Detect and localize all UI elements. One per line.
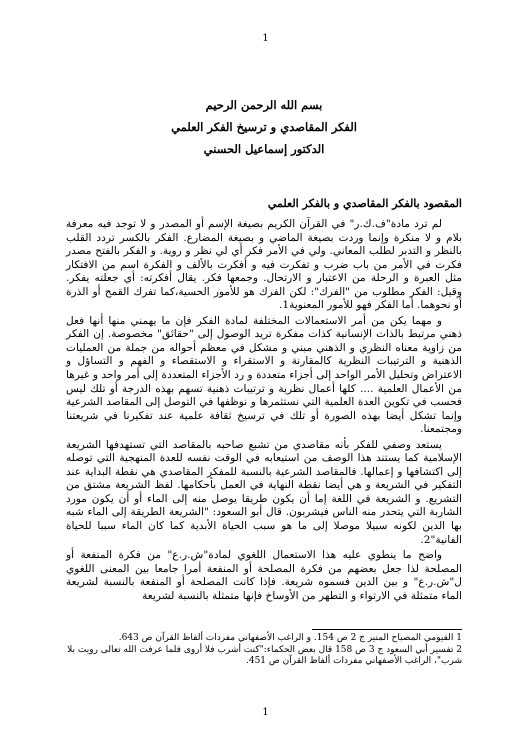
title-block bbox=[66, 94, 462, 160]
paragraph: يستعد وصفي للفكر بأنه مقاصدي من تشبع صاحبه بالمقاصد التي تستهدفها الشريعة الإسلامية كما يستند هذا الوصف من استيعابه في الوقت نفسه للعدة المنهجية التي توصله إلى اكتشافها و إعمالها. فالمقاصد الشرعية بالنسبة للمفكر المقاصدي هي نقطة البداية عند التفكير في الشريعة و هي أيضا نقطة النهاية في العمل بأحكامها. لفظ الشريعة مشتق من التشريع. و الشريعة في اللغة إما أن يكون طريقا يوصل منه إلى الماء أو أن يكون مورد الشاربة التي يتحدر منه الناس فيشربون. قال أبو السعود: "الشريعة الطريقة إلى الماء شبه بها الدين لكونه سبيلا موصلا إلى ما هو سبب الحياة الأبدية كما كان الماء سببا للحياة الفانية"2. bbox=[66, 438, 462, 546]
page-number-bottom: 1 bbox=[262, 707, 269, 718]
body-text bbox=[66, 218, 462, 603]
page-number-top: 1 bbox=[262, 33, 269, 44]
footnotes bbox=[66, 629, 462, 668]
author-name: الدكتور إسماعيل الحسني bbox=[203, 142, 325, 156]
paragraph: و مهما يكن من أمر الاستعمالات المختلفة لمادة الفكر فإن ما يهمني منها أنها فعل ذهني مرتبط بالذات الإنسانية كذات مفكرة تريد الوصول إلى "حقائق" مخصوصة. إن الفكر من زاوية معناه النظري و الذهني مبني و مشكل في معظم أحواله من جملة من العمليات الذهنية و الترتيبات النظرية كالمقارنة و الاستقراء و الاستقصاء و الفهم و التساؤل و الاعتراض وتحليل الأمر الواحد إلى أجزاء متعددة و رد الأجزاء المتعددة إلى أمر واحد و غيرها من الأعمال العلمية .... كلها أعمال نظرية و ترتيبات ذهنية تسهم بهذه الدرجة أو تلك ليس فحسب في تكوين العدة العلمية التي نستثمرها و نوظفها في التوصل إلى المقاصد الشرعية وإنما تشكل أيضا بهذه الصورة أو تلك في ترسيخ ثقافة علمية عند تفكيرنا في شريعتنا ومجتمعنا. bbox=[66, 314, 462, 436]
basmala: بسم الله الرحمن الرحيم bbox=[205, 98, 323, 112]
section-heading: المقصود بالفكر المقاصدي و بالفكر العلمي bbox=[267, 197, 462, 210]
footnote: 2 تفسير أبي السعود ج 3 ص 158 قال بعض الحكماء:"كنت أشرب فلا أروى فلما عرفت الله تعالى رويت بلا شرب"، الراغب الأصفهاني مفردات ألفاظ القرآن ص 451. bbox=[67, 644, 462, 666]
paragraph: واضح ما ينطوي عليه هذا الاستعمال اللغوي لمادة"ش.ر.ع" من فكرة المنفعة أو المصلحة لذا جعل بعضهم من فكرة المصلحة أو المنفعة أمرا جامعا بين المعنى اللغوي ل"ش.ر.ع" و بين الدين فسموه شريعة. فإذا كانت المصلحة أو المنفعة بالنسبة لشريعة الماء متمثلة في الارتواء و التطهر من الأوساخ فإنها متمثلة بالنسبة لشريعة bbox=[66, 549, 462, 602]
main-content bbox=[66, 94, 462, 605]
footnote: 1 الفيومي المصباح المنير ج 2 ص 154. و الراغب الأصفهاني مفردات ألفاظ القرآن ص 643. bbox=[118, 633, 462, 643]
footnote-divider bbox=[312, 629, 462, 630]
paragraph: لم ترد مادة"ف.ك.ر" في القرآن الكريم بصيغة الإسم أو المصدر و لا توجد فيه معرفة بلام و لا منكرة وإنما وردت بصيغة الماضي و بصيغة المضارع. الفكر بالكسر تردد القلب بالنظر و التدبر لطلب المعاني. ولي في الأمر فكر أي لي نظر و روية. و الفكر بالفتح مصدر فكرت في الأمر من باب ضرب و تفكرت فيه و أفكرت بالألف و الفكرة اسم من الافتكار مثل العبرة و الرحلة من الاعتبار و الارتحال. وجمعها فكر. يقال أفكرته: أي جعلته يفكر. وقيل: الفكر مطلوب من "الفرك": لكن الفرك هو للأمور الحسية،كما تفرك القمح أو الذرة أو نحوهما. أما الفكر فهو للأمور المعنوية1. bbox=[66, 218, 462, 312]
main-title: الفكر المقاصدي و ترسيخ الفكر العلمي bbox=[171, 120, 357, 134]
